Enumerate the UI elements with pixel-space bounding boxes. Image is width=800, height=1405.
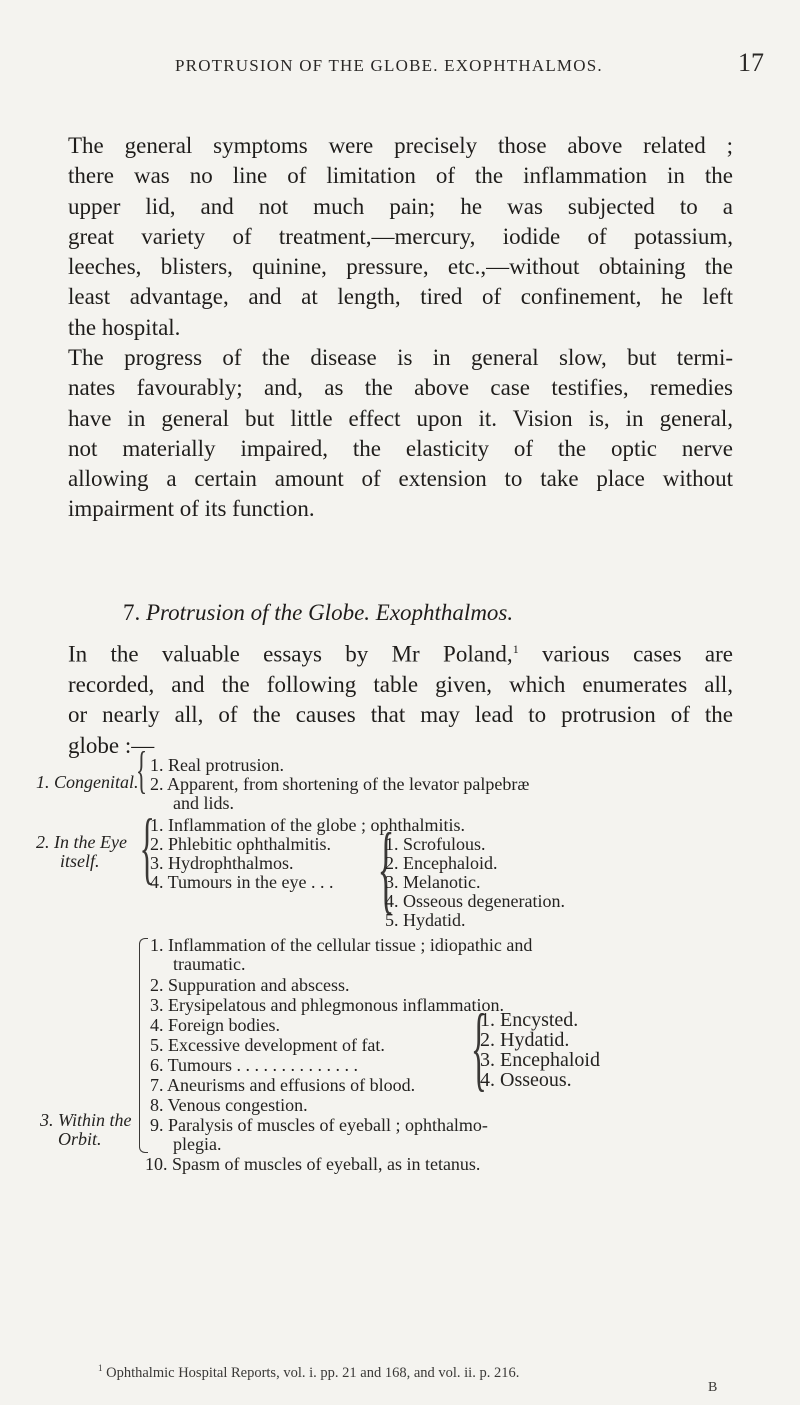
table-label-eye-2: itself.	[60, 851, 100, 871]
congenital-item: 1. Real protrusion.	[150, 755, 284, 775]
orbit-item: 3. Erysipelatous and phlegmonous inflammation.	[150, 995, 504, 1015]
orbit-item: 1. Inflammation of the cellular tissue ; idiopathic and	[150, 935, 533, 955]
orbit-item: 6. Tumours . . . . . . . . . . . . . .	[150, 1055, 359, 1075]
eye-tumour: 1. Scrofulous.	[385, 834, 486, 854]
eye-tumour: 2. Encephaloid.	[385, 853, 498, 873]
brace-orbit-tumours: {	[470, 994, 487, 1100]
orbit-item: 9. Paralysis of muscles of eyeball ; ophthalmo-	[150, 1115, 488, 1135]
text-line: recorded, and the following table given, which enumerates all,	[68, 671, 733, 697]
page-number: 17	[738, 48, 764, 77]
orbit-item: 8. Venous congestion.	[150, 1095, 308, 1115]
eye-item: 3. Hydrophthalmos.	[150, 853, 294, 873]
text-line: have in general but little effect upon it. Vision is, in general,	[68, 405, 733, 431]
brace-orbit	[139, 938, 148, 1153]
text-line: The general symptoms were precisely those above related ;	[68, 133, 733, 158]
text-line: The progress of the disease is in general slow, but termi-	[68, 345, 733, 370]
orbit-item: 7. Aneurisms and effusions of blood.	[150, 1075, 416, 1095]
brace-eye-tumours: {	[377, 812, 395, 923]
orbit-item: traumatic.	[173, 954, 246, 974]
eye-tumour: 4. Osseous degeneration.	[385, 891, 565, 911]
orbit-tumour: 2. Hydatid.	[480, 1029, 570, 1051]
text-line: great variety of treatment,—mercury, iodide of potassium,	[68, 223, 733, 249]
paragraph-1	[68, 131, 733, 343]
paragraph-2	[68, 343, 733, 525]
text-line: the hospital.	[68, 314, 181, 340]
eye-item: 1. Inflammation of the globe ; ophthalmitis.	[150, 815, 465, 835]
text-line: impairment of its function.	[68, 496, 315, 522]
brace-congenital: {	[135, 742, 148, 799]
orbit-item: 5. Excessive development of fat.	[150, 1035, 385, 1055]
section-heading	[123, 600, 513, 626]
text-line: upper lid, and not much pain; he was subjected to a	[68, 193, 733, 219]
text-line: least advantage, and at length, tired of confinement, he left	[68, 284, 733, 310]
text-line: globe :—	[68, 732, 155, 758]
table-label-eye: 2. In the Eye	[36, 832, 127, 852]
text-line: allowing a certain amount of extension to take place without	[68, 466, 733, 492]
orbit-tumour: 1. Encysted.	[480, 1009, 579, 1031]
footnote: $^1$ Ophthalmic Hospital Reports, vol. i. pp. 21 and 168, and vol. ii. p. 216.	[98, 1363, 520, 1381]
orbit-item: 2. Suppuration and abscess.	[150, 975, 350, 995]
eye-tumour: 3. Melanotic.	[385, 872, 481, 892]
table-label-orbit-2: Orbit.	[58, 1129, 102, 1149]
table-label-orbit: 3. Within the	[40, 1110, 132, 1130]
text-line: or nearly all, of the causes that may lead to protrusion of the	[68, 702, 733, 728]
signature-mark: B	[708, 1380, 718, 1395]
orbit-tumour: 3. Encephaloid	[480, 1049, 600, 1071]
eye-item: 2. Phlebitic ophthalmitis.	[150, 834, 331, 854]
congenital-item: and lids.	[173, 793, 234, 813]
orbit-item: 4. Foreign bodies.	[150, 1015, 280, 1035]
text-line: there was no line of limitation of the inflammation in the	[68, 163, 733, 189]
text-line: nates favourably; and, as the above case testifies, remedies	[68, 375, 733, 401]
orbit-item: plegia.	[173, 1134, 222, 1154]
eye-item: 4. Tumours in the eye . . .	[150, 872, 334, 892]
section-number: 7.	[123, 600, 141, 625]
running-title: PROTRUSION OF THE GLOBE. EXOPHTHALMOS.	[175, 56, 603, 75]
section-title: Protrusion of the Globe. Exophthalmos.	[146, 600, 514, 625]
congenital-item: 2. Apparent, from shortening of the levator palpebræ	[150, 774, 530, 794]
orbit-item: 10. Spasm of muscles of eyeball, as in tetanus.	[145, 1154, 481, 1174]
text-line: leeches, blisters, quinine, pressure, etc.,—without obtaining the	[68, 254, 733, 280]
table-label-congenital: 1. Congenital.	[36, 772, 139, 792]
footnote-ref: 1	[512, 642, 519, 656]
text-line: In the valuable essays by Mr Poland,$^1$ various cases are	[68, 641, 733, 667]
brace-eye: {	[139, 804, 155, 892]
eye-tumour: 5. Hydatid.	[385, 910, 466, 930]
paragraph-3	[68, 634, 733, 761]
text-line: not materially impaired, the elasticity of the optic nerve	[68, 435, 733, 461]
orbit-tumour: 4. Osseous.	[480, 1069, 572, 1091]
